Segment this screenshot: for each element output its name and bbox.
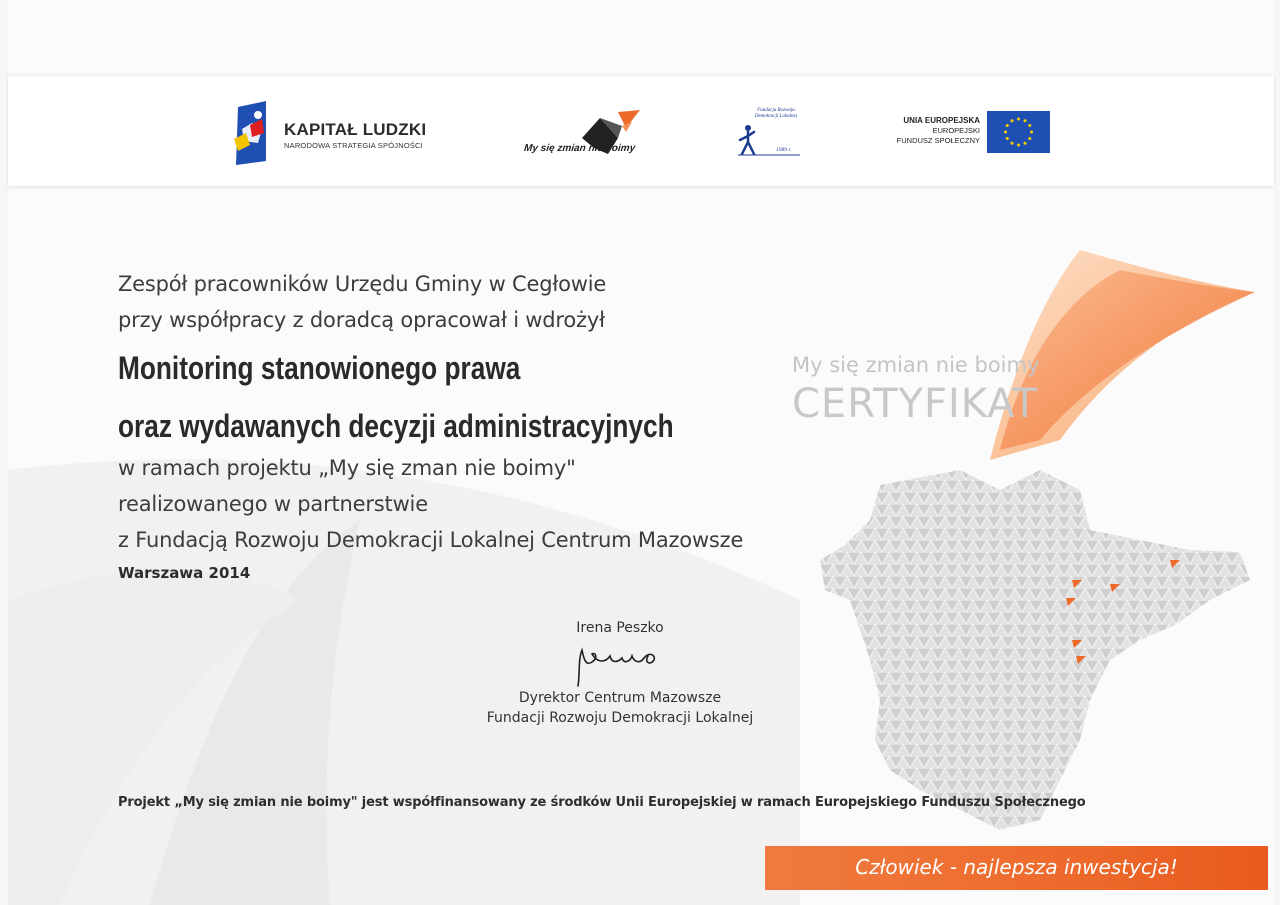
fundacja-logo-year: 1989 r.	[776, 147, 792, 153]
watermark-certyfikat: CERTYFIKAT	[792, 381, 1038, 427]
eu-title: UNIA EUROPEJSKA	[903, 116, 980, 125]
watermark-project: My się zmian nie boimy	[792, 353, 1040, 377]
eu-star-icon	[1006, 137, 1009, 140]
intro-line-2: przy współpracy z doradcą opracował i wdrożył	[118, 308, 605, 332]
kapital-ludzki-subtitle: NARODOWA STRATEGIA SPÓJNOŚCI	[284, 141, 423, 150]
context-line-1: w ramach projektu „My się zman nie boimy"	[118, 456, 576, 480]
slogan-text: Człowiek - najlepsza inwestycja!	[855, 855, 1178, 879]
city-year: Warszawa 2014	[118, 564, 251, 582]
signatory-title-line-2: Fundacji Rozwoju Demokracji Lokalnej	[486, 710, 754, 726]
headline-line-2: oraz wydawanych decyzji administracyjnych	[118, 408, 674, 444]
eu-line2: EUROPEJSKI	[932, 126, 980, 135]
eu-star-icon	[1024, 142, 1027, 145]
eu-star-icon	[1017, 118, 1020, 121]
signatory-name: Irena Peszko	[576, 620, 664, 636]
my-sie-zmian-logo-text: My się zmian nie boimy	[523, 143, 636, 154]
fundacja-logo-text: Fundacja Rozwoju Demokracji Lokalnej	[754, 108, 798, 119]
eu-star-icon	[1028, 124, 1031, 127]
context-line-3: z Fundacją Rozwoju Demokracji Lokalnej Centrum Mazowsze	[118, 528, 744, 552]
eu-line3: FUNDUSZ SPOŁECZNY	[896, 136, 980, 145]
context-line-2: realizowanego w partnerstwie	[118, 492, 428, 516]
eu-star-icon	[1004, 131, 1007, 134]
intro-line-1: Zespół pracowników Urzędu Gminy w Cegłowie	[118, 272, 607, 296]
eu-star-icon	[1017, 144, 1020, 147]
eu-star-icon	[1011, 119, 1014, 122]
kapital-ludzki-name: KAPITAŁ LUDZKI	[284, 120, 427, 139]
eu-star-icon	[1011, 142, 1014, 145]
eu-star-icon	[1030, 131, 1033, 134]
signature-icon	[570, 640, 670, 690]
eu-star-icon	[1006, 124, 1009, 127]
funding-note: Projekt „My się zmian nie boimy" jest współfinansowany ze środków Unii Europejskiej w ramach Europejskiego Funduszu Społecznego	[118, 795, 1086, 810]
eu-logo-text	[860, 116, 980, 146]
signatory-title-line-1: Dyrektor Centrum Mazowsze	[518, 690, 722, 706]
my-sie-zmian-logo-icon	[522, 108, 647, 163]
headline-line-1: Monitoring stanowionego prawa	[118, 350, 521, 386]
eu-flag-icon	[987, 111, 1050, 153]
eu-star-icon	[1028, 137, 1031, 140]
eu-star-icon	[1024, 119, 1027, 122]
